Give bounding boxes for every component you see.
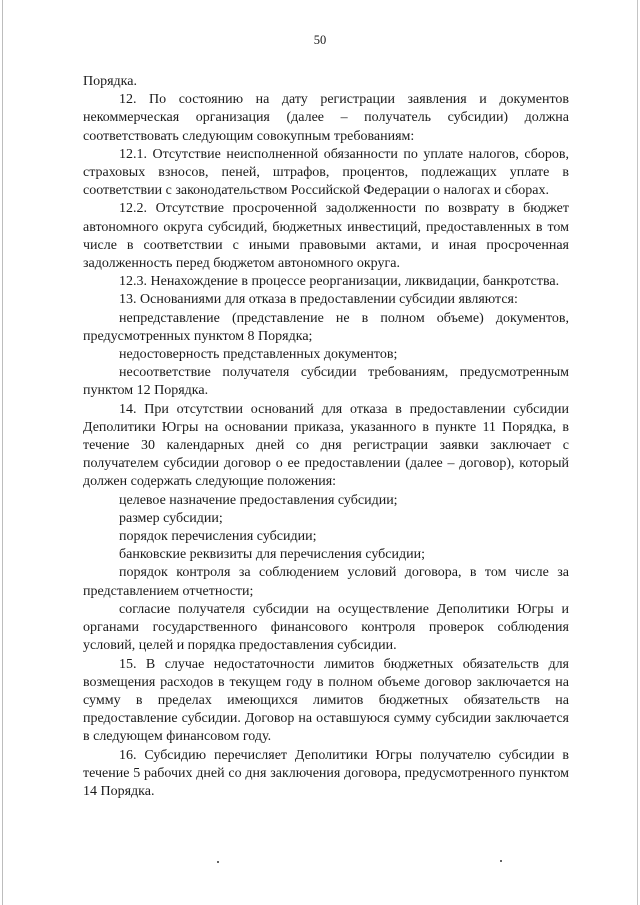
paragraph: недостоверность представленных документов; <box>119 347 398 363</box>
scan-edge-left <box>2 0 3 905</box>
scan-edge-right <box>637 0 638 905</box>
paragraph: 14. При отсутствии оснований для отказа в предоставлении субсидии Деполитики Югры на основании приказа, указанного в пункте 11 Порядка, в течение 30 календарных дней со дня регистрации заявки заключает с получателем субсидии договор о ее предоставлении (далее – договор), который должен содержать следующие положения: <box>83 401 569 490</box>
paragraph: 12.2. Отсутствие просроченной задолженности по возврату в бюджет автономного округа субсидий, бюджетных инвестиций, предоставленных в том числе в соответствии с иными правовыми актами, и иная просроченная задолженность перед бюджетом автономного округа. <box>83 201 569 272</box>
scan-speck <box>217 861 219 863</box>
paragraph: несоответствие получателя субсидии требованиям, предусмотренным пунктом 12 Порядка. <box>83 365 569 399</box>
paragraph: целевое назначение предоставления субсидии; <box>119 492 398 508</box>
paragraph: 12.1. Отсутствие неисполненной обязанности по уплате налогов, сборов, страховых взносов, пеней, штрафов, процентов, подлежащих уплате в соответствии с законодательством Российской Федерации о налогах и сборах. <box>83 146 569 199</box>
paragraph: непредставление (представление не в полном объеме) документов, предусмотренных пунктом 8 Порядка; <box>83 310 569 344</box>
paragraph: 15. В случае недостаточности лимитов бюджетных обязательств для возмещения расходов в текущем году в полном объеме договор заключается на сумму в пределах имеющихся лимитов бюджетных обязательств на предоставление субсидии. Договор на оставшуюся сумму субсидии заключается в следующем финансовом году. <box>83 656 569 745</box>
paragraph: 16. Субсидию перечисляет Деполитики Югры получателю субсидии в течение 5 рабочих дней со дня заключения договора, предусмотренного пунктом 14 Порядка. <box>83 747 569 799</box>
paragraph: Порядка. <box>83 74 137 89</box>
page-number: 50 <box>313 33 327 47</box>
paragraph: 12. По состоянию на дату регистрации заявления и документов некоммерческая организация (далее – получатель субсидии) должна соответствовать следующим совокупным требованиям: <box>83 92 569 144</box>
paragraph: порядок перечисления субсидии; <box>119 529 317 545</box>
paragraph: порядок контроля за соблюдением условий договора, в том числе за представлением отчетности; <box>83 565 569 599</box>
paragraph: 12.3. Ненахождение в процессе реорганизации, ликвидации, банкротства. <box>119 274 560 290</box>
paragraph: банковские реквизиты для перечисления субсидии; <box>119 547 425 563</box>
paragraph: согласие получателя субсидии на осуществление Деполитики Югры и органами государственного финансового контроля проверок соблюдения условий, целей и порядка предоставления субсидии. <box>83 601 569 654</box>
document-body <box>83 73 569 801</box>
paragraph: размер субсидии; <box>119 510 223 526</box>
paragraph: 13. Основаниями для отказа в предоставлении субсидии являются: <box>119 292 518 308</box>
scan-speck <box>500 860 502 862</box>
